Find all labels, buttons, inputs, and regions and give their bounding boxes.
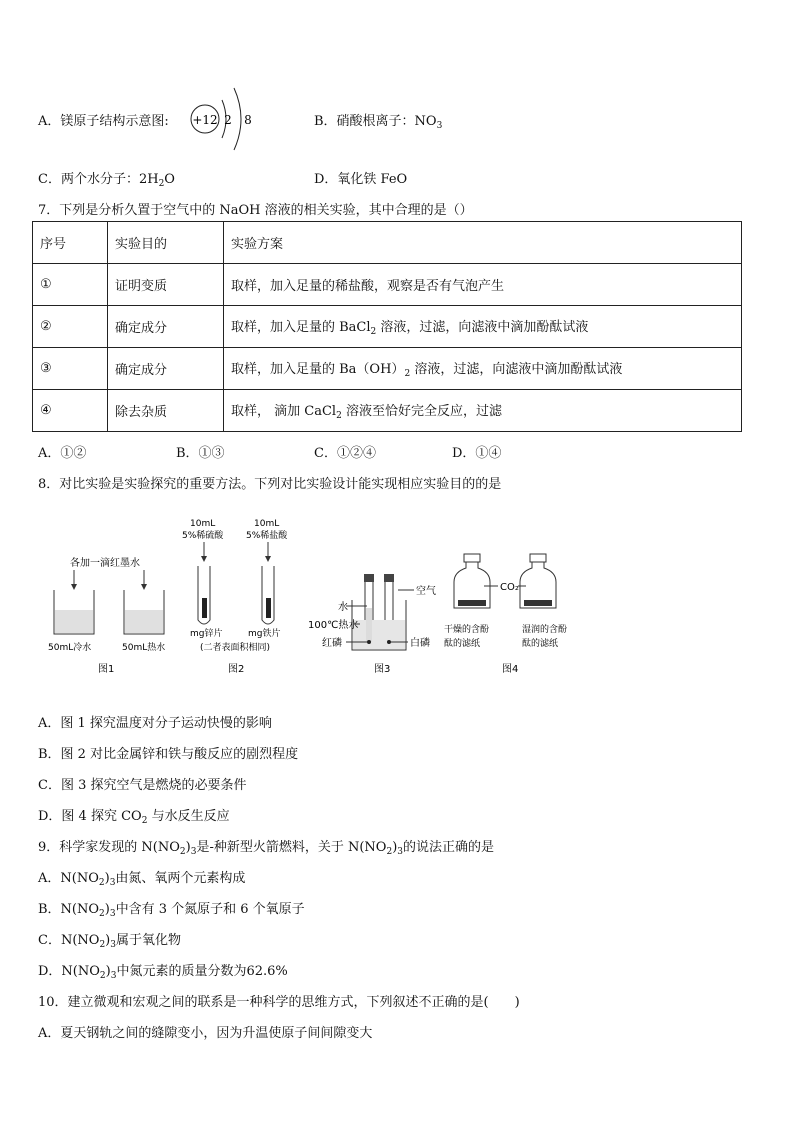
arrow-icon	[141, 584, 147, 590]
table-row	[33, 306, 742, 348]
fig2-caption: 图2	[228, 664, 245, 675]
arrow-icon	[265, 556, 271, 562]
fig3-hot-label: 100℃热水	[308, 620, 359, 631]
q9-stem-part: 的说法正确的是	[403, 840, 495, 855]
plan-text: 溶液至恰好完全反应，过滤	[345, 404, 502, 419]
fig2-reagent1-name: 5%稀硫酸	[182, 531, 224, 541]
q9-option-d	[38, 960, 288, 981]
q9-option-a	[38, 867, 245, 888]
shell1-label: 2	[224, 113, 232, 127]
fig2-reagent2: 10mL	[254, 519, 280, 529]
q6-option-d-text: D．氧化铁 FeO	[314, 172, 408, 187]
table-row	[33, 264, 742, 306]
subscript: 3	[109, 909, 116, 919]
plan-text: 取样，加入足量的 BaCl	[231, 320, 371, 335]
option-text: )	[104, 871, 110, 886]
q6-option-c-text: C．两个水分子：2H	[38, 172, 159, 187]
subscript: 2	[99, 940, 106, 950]
option-text: D．N(NO	[38, 964, 100, 979]
fig1-right-label: 50mL热水	[122, 643, 166, 653]
q8-option-b: B．图 2 对比金属锌和铁与酸反应的剧烈程度	[38, 747, 299, 762]
table-cell-plan	[224, 264, 742, 306]
option-text: )	[105, 964, 111, 979]
table-cell-plan	[224, 348, 742, 390]
table-cell-plan	[224, 306, 742, 348]
table-row	[33, 348, 742, 390]
plan-text: 取样， 滴加 CaCl	[231, 404, 337, 419]
fig2-metal2: mg铁片	[248, 629, 281, 639]
fig2-reagent1: 10mL	[190, 519, 216, 529]
table-cell-no: ②	[33, 306, 108, 348]
figure-4	[444, 554, 567, 675]
fig4-co2-label: CO₂	[500, 582, 519, 593]
option-text: A．N(NO	[38, 871, 99, 886]
subscript: 2	[336, 411, 342, 421]
q7-table	[32, 221, 742, 432]
q8-experiment-figure	[40, 512, 600, 682]
subscript: 2	[404, 369, 411, 379]
fig3-water-label: 水	[338, 602, 348, 613]
plan-text: 取样，加入足量的稀盐酸，观察是否有气泡产生	[231, 279, 505, 294]
header-cell: 序号	[33, 222, 108, 264]
q8-stem: 8．对比实验是实验探究的重要方法。下列对比实验设计能实现相应实验目的的是	[38, 477, 502, 492]
q8-option-d	[38, 805, 230, 826]
q8-option-c: C．图 3 探究空气是燃烧的必要条件	[38, 778, 247, 793]
plan-text: 溶液，过滤，向滤液中滴加酚酞试液	[414, 362, 623, 377]
plan-text: 溶液，过滤，向滤液中滴加酚酞试液	[380, 320, 589, 335]
arrow-icon	[71, 584, 77, 590]
subscript: 2	[386, 847, 393, 857]
table-cell-plan	[224, 390, 742, 432]
table-cell-no: ④	[33, 390, 108, 432]
subscript: 3	[110, 940, 116, 950]
q7-option-d: D．①④	[452, 446, 502, 461]
shell2-label: 8	[244, 113, 252, 127]
fig4-caption: 图4	[502, 664, 519, 675]
table-cell-no: ③	[33, 348, 108, 390]
subscript: 2	[158, 179, 165, 189]
option-text: 中含有 3 个氮原子和 6 个氧原子	[115, 902, 305, 917]
q8-option-a: A．图 1 探究温度对分子运动快慢的影响	[38, 716, 272, 731]
table-cell-goal: 确定成分	[108, 348, 224, 390]
fig1-caption: 图1	[98, 664, 115, 675]
q9-stem-part: 9．科学家发现的 N(NO	[38, 840, 180, 855]
figure-1	[48, 556, 165, 675]
option-text: )	[104, 902, 110, 917]
figure-3	[308, 574, 436, 675]
header-cell: 实验方案	[224, 222, 742, 264]
q8-option-d-text: D．图 4 探究 CO	[38, 809, 142, 824]
q9-stem	[38, 836, 494, 857]
table-cell-goal: 证明变质	[108, 264, 224, 306]
q10-stem: 10．建立微观和宏观之间的联系是一种科学的思维方式，下列叙述不正确的是( )	[38, 995, 520, 1010]
subscript: 2	[98, 878, 105, 888]
fig3-white-label: 白磷	[410, 638, 430, 649]
q6-option-a-text: A．镁原子结构示意图:	[38, 114, 169, 129]
q6-option-b-text: B．硝酸根离子：NO	[314, 114, 437, 129]
option-text: )	[105, 933, 111, 948]
option-text: 属于氧化物	[115, 933, 181, 948]
option-text: C．N(NO	[38, 933, 100, 948]
subscript: 2	[141, 816, 148, 826]
table-cell-goal: 确定成分	[108, 306, 224, 348]
q6-option-d	[314, 168, 407, 187]
option-text: 中氮元素的质量分数为62.6%	[116, 964, 288, 979]
subscript: 3	[436, 121, 443, 131]
subscript: 3	[190, 847, 197, 857]
fig3-air-label: 空气	[416, 586, 436, 597]
q7-option-c: C．①②④	[314, 446, 376, 461]
subscript: 2	[99, 971, 106, 981]
q9-option-b	[38, 898, 305, 919]
q9-stem-part: )	[185, 840, 191, 855]
figure-2	[182, 519, 288, 675]
fig2-reagent2-name: 5%稀盐酸	[246, 531, 288, 541]
nucleus-label: +12	[192, 113, 218, 127]
q6-option-b	[314, 110, 442, 131]
fig1-left-label: 50mL冷水	[48, 643, 92, 653]
fig4-dry-label: 干燥的含酚	[444, 625, 490, 635]
q6-option-c-suffix: O	[164, 172, 175, 187]
fig1-top-label: 各加一滴红墨水	[70, 558, 140, 569]
subscript: 2	[179, 847, 186, 857]
fig4-wet-label-2: 酞的滤纸	[522, 639, 559, 649]
subscript: 2	[370, 327, 377, 337]
q6-option-a	[38, 110, 169, 129]
plan-text: 取样，加入足量的 Ba（OH）	[231, 362, 405, 377]
fig3-caption: 图3	[374, 664, 391, 675]
table-header-row	[33, 222, 742, 264]
header-cell: 实验目的	[108, 222, 224, 264]
q10-option-a: A．夏天钢轨之间的缝隙变小，因为升温使原子间间隙变大	[38, 1026, 373, 1041]
subscript: 3	[109, 878, 116, 888]
magnesium-atom-diagram	[186, 86, 266, 152]
q9-option-c	[38, 929, 181, 950]
fig2-note: (二者表面积相同)	[200, 643, 271, 653]
q8-option-d-suffix: 与水反生反应	[151, 809, 230, 824]
q9-stem-part: 是-种新型火箭燃料，关于 N(NO	[196, 840, 387, 855]
subscript: 3	[110, 971, 117, 981]
q7-option-a: A．①②	[38, 446, 87, 461]
option-text: 由氮、氧两个元素构成	[115, 871, 246, 886]
table-cell-goal: 除去杂质	[108, 390, 224, 432]
subscript: 2	[99, 909, 105, 919]
q7-option-b: B．①③	[176, 446, 225, 461]
q9-stem-part: )	[392, 840, 398, 855]
fig4-dry-label-2: 酞的滤纸	[444, 639, 481, 649]
fig2-metal1: mg锌片	[190, 629, 223, 639]
fig3-red-label: 红磷	[322, 638, 342, 649]
fig4-wet-label: 湿润的含酚	[522, 625, 568, 635]
table-cell-no: ①	[33, 264, 108, 306]
option-text: B．N(NO	[38, 902, 100, 917]
q6-option-c	[38, 168, 175, 189]
subscript: 3	[397, 847, 403, 857]
q7-stem: 7．下列是分析久置于空气中的 NaOH 溶液的相关实验，其中合理的是（）	[38, 203, 473, 218]
table-row	[33, 390, 742, 432]
arrow-icon	[201, 556, 207, 562]
